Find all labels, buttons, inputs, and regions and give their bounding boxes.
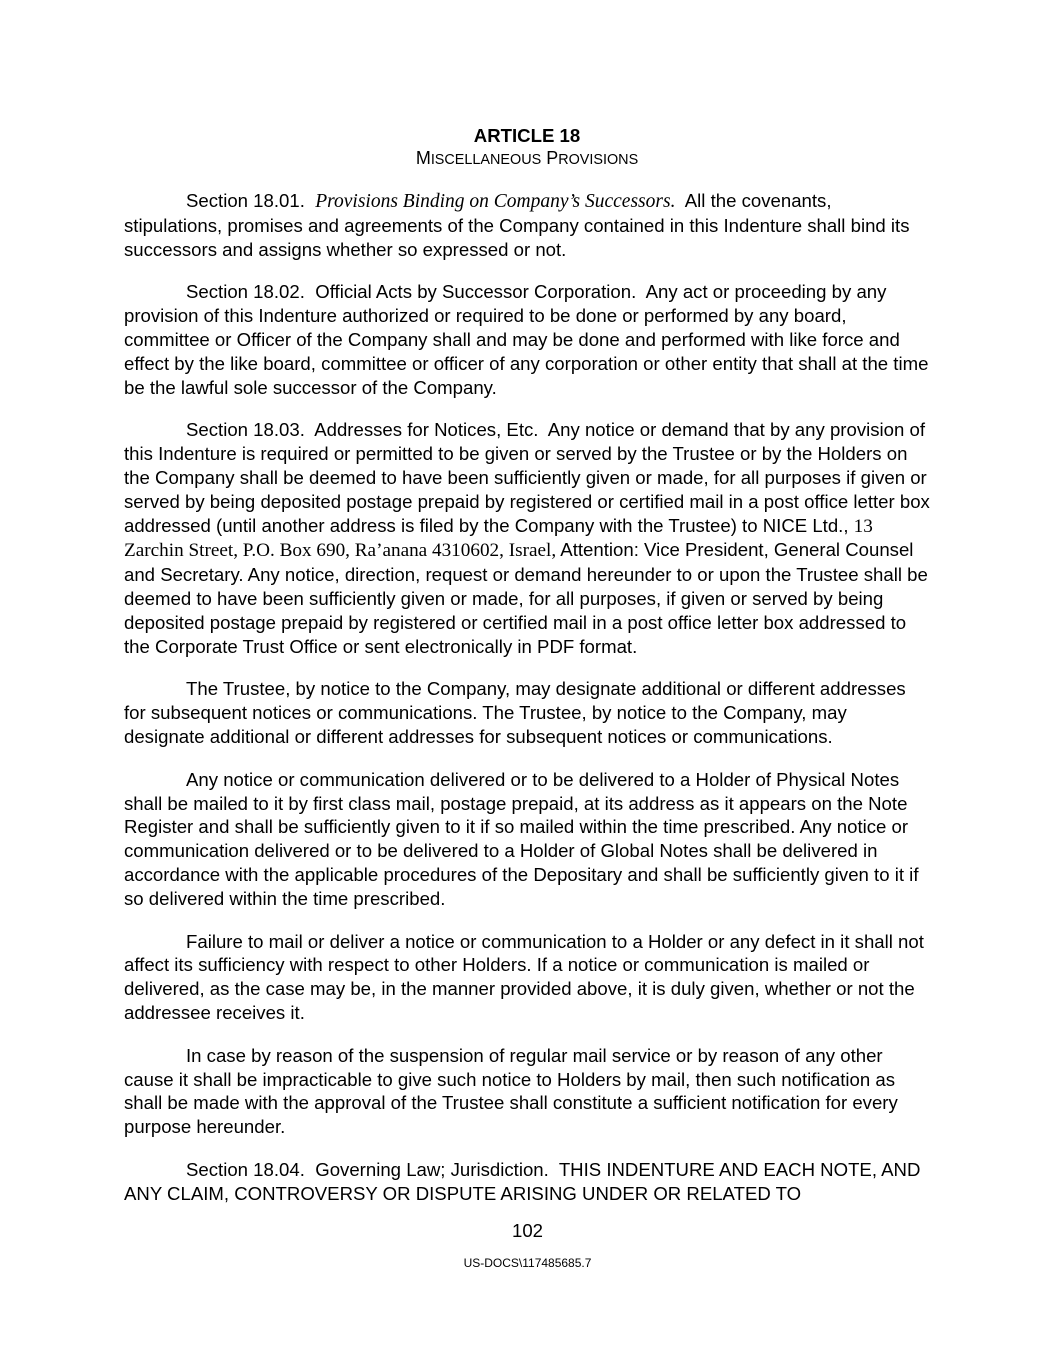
- section-body-continued: Attention: Vice President, General Counsel and Secretary. Any notice, direction, request or demand hereunder to or upon the Trustee shall be deemed to have been sufficiently given or made, for all purposes, if given or served by being deposited postage prepaid by registered or certified mail in a post office letter box addressed to the Corporate Trust Office or sent electronically in PDF format.: [124, 539, 928, 657]
- notice-paragraph-suspension: In case by reason of the suspension of regular mail service or by reason of any other cause it shall be impracticable to give such notice to Holders by mail, then such notification as shall be made with the approval of the Trustee shall constitute a sufficient notification for every purpose hereunder.: [124, 1044, 898, 1138]
- section-body: THIS INDENTURE AND EACH NOTE, AND ANY CLAIM, CONTROVERSY OR DISPUTE ARISING UNDER OR RELATED TO: [124, 1158, 921, 1204]
- section-heading: Official Acts by Successor Corporation.: [315, 281, 637, 303]
- article-subtitle-sc-2: ROVISIONS: [558, 152, 639, 168]
- section-number: Section 18.03.: [186, 419, 305, 441]
- section-18-03: [124, 418, 930, 658]
- document-id: US-DOCS\117485685.7: [463, 1256, 592, 1270]
- section-number: Section 18.02.: [186, 281, 305, 303]
- notice-paragraph-failure: Failure to mail or deliver a notice or communication to a Holder or any defect in it shall not affect its sufficiency with respect to other Holders. If a notice or communication is mailed or delivered, as the case may be, in the manner provided above, it is duly given, whether or not the addressee receives it.: [124, 930, 924, 1023]
- company-address: 13 Zarchin Street, P.O. Box 690, Ra’anana 4310602, Israel,: [124, 515, 873, 562]
- page-number: 102: [511, 1220, 544, 1241]
- section-body: Any act or proceeding by any provision of this Indenture authorized or required to be done or performed by any board, committee or Officer of the Company shall and may be done and performed with like force and effect by the like board, committee or officer of any corporation or other entity that shall at the time be the lawful sole successor of the Company.: [124, 281, 929, 398]
- section-heading: Provisions Binding on Company’s Successors: [315, 191, 671, 212]
- section-body: Any notice or demand that by any provision of this Indenture is required or permitted to be given or served by the Trustee or by the Holders on the Company shall be deemed to have been sufficiently given or made, for all purposes if given or served by being deposited postage prepaid by registered or certified mail in a post office letter box addressed (until another address is filed by the Company with the Trustee) to NICE Ltd.,: [124, 419, 930, 536]
- section-number: Section 18.04.: [186, 1158, 305, 1180]
- document-page: [124, 124, 930, 1224]
- section-heading: Governing Law; Jurisdiction.: [315, 1158, 549, 1180]
- section-18-02: [124, 280, 930, 399]
- notice-paragraph-holders: Any notice or communication delivered or to be delivered to a Holder of Physical Notes shall be mailed to it by first class mail, postage prepaid, at its address as it appears on the Note Register and shall be sufficiently given to it if so mailed within the time prescribed. Any notice or communication delivered or to be delivered to a Holder of Global Notes shall be delivered in accordance with the applicable procedures of the Depositary and shall be sufficiently given to it if so delivered within the time prescribed.: [124, 768, 919, 909]
- article-subtitle: [124, 147, 930, 171]
- article-subtitle-sc-1: ISCELLANEOUS: [430, 152, 542, 168]
- section-number: Section 18.01.: [186, 190, 305, 211]
- article-subtitle-cap-p: P: [541, 148, 559, 168]
- section-heading: Addresses for Notices, Etc.: [314, 419, 539, 441]
- section-heading-period: .: [670, 191, 676, 212]
- article-title: ARTICLE 18: [473, 125, 581, 146]
- section-18-01: [124, 189, 930, 261]
- section-body: All the covenants, stipulations, promises and agreements of the Company contained in this Indenture shall bind its successors and assigns whether so expressed or not.: [124, 190, 910, 260]
- section-18-04: [124, 1158, 930, 1206]
- notice-paragraph-trustee: The Trustee, by notice to the Company, may designate additional or different addresses for subsequent notices or communications. The Trustee, by notice to the Company, may designate additional or different addresses for subsequent notices or communications.: [124, 678, 906, 747]
- article-subtitle-cap-m: M: [415, 148, 431, 168]
